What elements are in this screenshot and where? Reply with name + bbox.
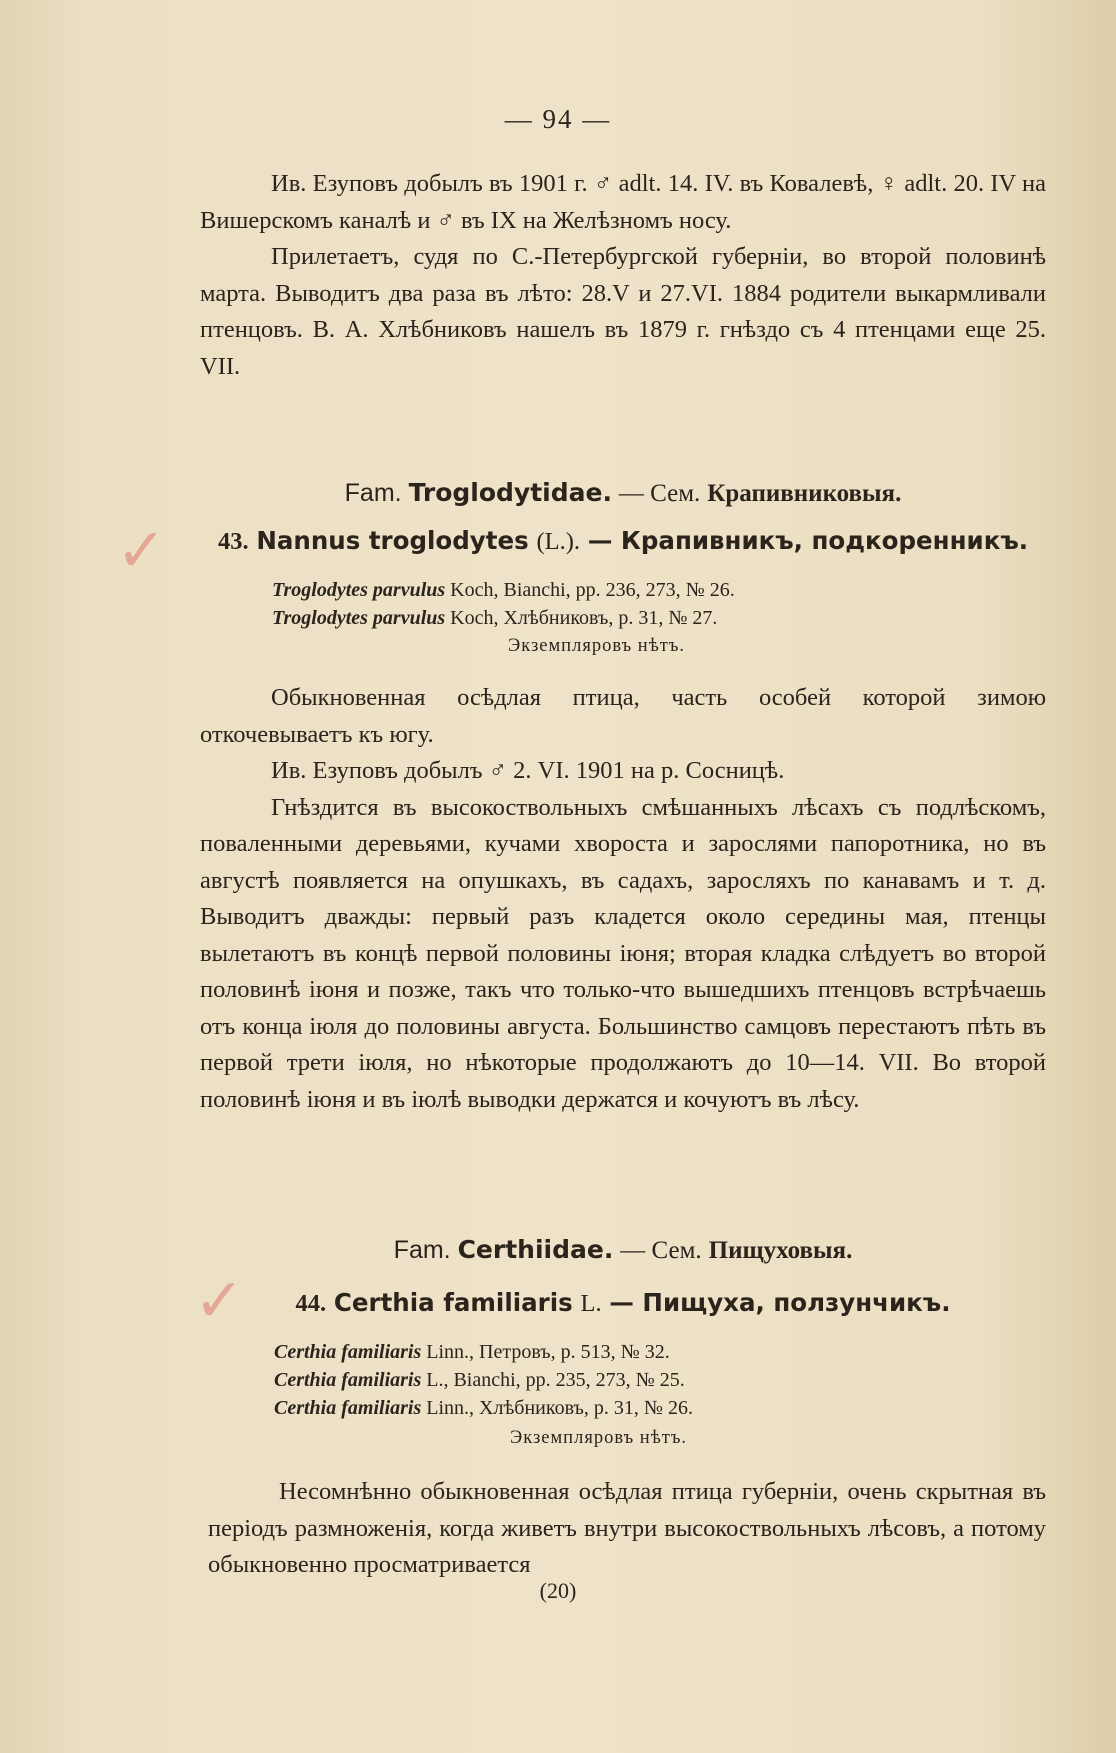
synonym-entry: Certhia familiaris Linn., Петровъ, p. 513, № 32. [274, 1341, 670, 1363]
no-specimens-note: Экземпляровъ нѣтъ. [510, 1428, 688, 1448]
synonym-entry: Troglodytes parvulus Koch, Bianchi, pp. 236, 273, № 26. [272, 579, 735, 601]
checkmark-annotation: ✓ [116, 516, 167, 586]
paragraph: Несомнѣнно обыкновенная осѣдлая птица губерніи, очень скрытная въ періодъ размноженія, когда живетъ внутри высокоствольныхъ лѣсовъ, а потому обыкновенно просматривается [208, 1478, 1046, 1578]
paragraph-block-3 [208, 1474, 1046, 1584]
synonym-entry: Troglodytes parvulus Koch, Хлѣбниковъ, p. 31, № 27. [272, 607, 718, 629]
paragraph: Прилетаетъ, судя по С.-Петербургской губерніи, во второй половинѣ марта. Выводитъ два раза въ лѣто: 28.V и 27.VI. 1884 родители выкармливали птенцовъ. В. А. Хлѣбниковъ нашелъ въ 1879 г. гнѣздо съ 4 птенцами еще 25. VII. [200, 243, 1046, 380]
species-heading-44: 44. Certhia familiaris L. — Пищуха, ползунчикъ. [295, 1288, 951, 1317]
no-specimens-note: Экземпляровъ нѣтъ. [508, 636, 686, 656]
paragraph: Обыкновенная осѣдлая птица, часть особей которой зимою откочевываетъ къ югу. [200, 684, 1046, 748]
family-heading-troglodytidae: Fam. Troglodytidae. — Сем. Крапивниковыя. [344, 478, 902, 507]
synonym-entry: Certhia familiaris L., Bianchi, pp. 235, 273, № 25. [274, 1369, 685, 1391]
page-number: — 94 — [504, 104, 612, 134]
signature-mark: (20) [539, 1578, 577, 1603]
paragraph: Ив. Езуповъ добылъ ♂ 2. VI. 1901 на р. Сосницѣ. [271, 757, 785, 784]
synonym-entry: Certhia familiaris Linn., Хлѣбниковъ, p. 31, № 26. [274, 1397, 693, 1419]
synonymy-list-44 [274, 1338, 693, 1422]
synonymy-list-43 [272, 576, 735, 632]
paragraph: Гнѣздится въ высокоствольныхъ смѣшанныхъ лѣсахъ съ подлѣскомъ, поваленными деревьями, кучами хвороста и зарослями папоротника, но въ августѣ появляется на опушкахъ, въ садахъ, заросляхъ по канавамъ и т. д. Выводитъ дважды: первый разъ кладется около середины мая, птенцы вылетаютъ въ концѣ первой половины іюня; вторая кладка слѣдуетъ во второй половинѣ іюня и позже, такъ что только-что вышедшихъ птенцовъ встрѣчаешь отъ конца іюля до половины августа. Большинство самцовъ перестаютъ пѣть въ первой трети іюля, но нѣкоторые продолжаютъ до 10—14. VII. Во второй половинѣ іюня и въ іюлѣ выводки держатся и кочуютъ въ лѣсу. [200, 793, 1046, 1113]
species-heading-43: 43. Nannus troglodytes (L.). — Крапивникъ, подкоренникъ. [217, 526, 1029, 555]
paragraph: Ив. Езуповъ добылъ въ 1901 г. ♂ adlt. 14. IV. въ Ковалевѣ, ♀ adlt. 20. IV на Вишерскомъ каналѣ и ♂ въ IX на Желѣзномъ носу. [200, 170, 1046, 234]
family-heading-certhiidae: Fam. Certhiidae. — Сем. Пищуховыя. [393, 1235, 853, 1264]
paragraph-block-1 [200, 166, 1046, 385]
checkmark-annotation: ✓ [194, 1266, 245, 1336]
paragraph-block-2 [200, 680, 1046, 1118]
